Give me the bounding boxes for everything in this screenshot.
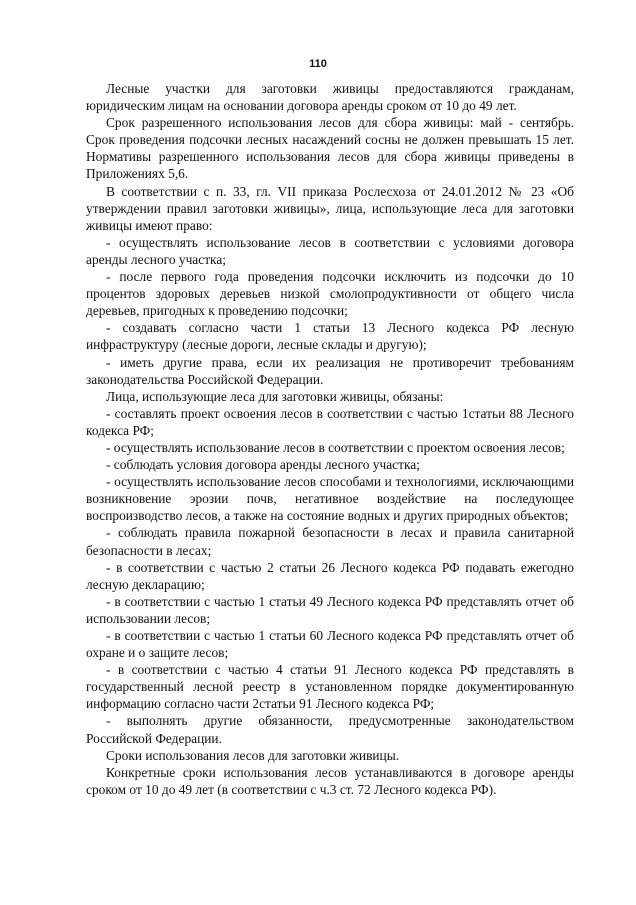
list-item-obligation: - в соответствии с частью 1 статьи 60 Лесного кодекса РФ представлять отчет об охране и о защите лесов;: [86, 628, 574, 661]
paragraph-obligations-intro: Лица, использующие леса для заготовки живицы, обязаны:: [106, 388, 444, 404]
list-item-obligation: - составлять проект освоения лесов в соответствии с частью 1статьи 88 Лесного кодекса РФ;: [86, 405, 574, 438]
list-item-right: - иметь другие права, если их реализация не противоречит требованиям законодательства Российской Федерации.: [86, 354, 574, 387]
paragraph-rights-intro: В соответствии с п. 33, гл. VII приказа Рослесхоза от 24.01.2012 № 23 «Об утверждении правил заготовки живицы», лица, использующие леса для заготовки живицы имеют право:: [86, 183, 574, 233]
list-item-obligation: - соблюдать правила пожарной безопасности в лесах и правила санитарной безопасности в лесах;: [86, 525, 574, 558]
list-item-obligation: - осуществлять использование лесов в соответствии с проектом освоения лесов;: [106, 439, 565, 455]
list-item-right: - создавать согласно части 1 статьи 13 Лесного кодекса РФ лесную инфраструктуру (лесные дороги, лесные склады и другую);: [86, 320, 574, 353]
paragraph-terms-heading: Сроки использования лесов для заготовки живицы.: [106, 747, 400, 763]
paragraph-terms-detail: Конкретные сроки использования лесов устанавливаются в договоре аренды сроком от 10 до 49 лет (в соответствии с ч.3 ст. 72 Лесного кодекса РФ).: [86, 764, 574, 797]
body-text: [86, 80, 574, 798]
paragraph-lease-basis: Лесные участки для заготовки живицы предоставляются гражданам, юридическим лицам на основании договора аренды сроком от 10 до 49 лет.: [86, 81, 574, 114]
page-number: 110: [309, 58, 327, 70]
list-item-obligation: - осуществлять использование лесов способами и технологиями, исключающими возникновение эрозии почв, негативное воздействие на последующее воспроизводство лесов, а также на состояние водных и других природных объектов;: [86, 474, 574, 524]
list-item-right: - после первого года проведения подсочки исключить из подсочки до 10 процентов здоровых деревьев низкой смолопродуктивности от общего числа деревьев, пригодных к проведению подсочки;: [86, 269, 574, 319]
list-item-obligation: - в соответствии с частью 1 статьи 49 Лесного кодекса РФ представлять отчет об использовании лесов;: [86, 593, 574, 626]
list-item-obligation: - соблюдать условия договора аренды лесного участка;: [106, 457, 420, 473]
list-item-right: - осуществлять использование лесов в соответствии с условиями договора аренды лесного участка;: [86, 234, 574, 267]
list-item-obligation: - выполнять другие обязанности, предусмотренные законодательством Российской Федерации.: [86, 713, 574, 746]
list-item-obligation: - в соответствии с частью 2 статьи 26 Лесного кодекса РФ подавать ежегодно лесную декларацию;: [86, 559, 574, 592]
paragraph-usage-period: Срок разрешенного использования лесов для сбора живицы: май - сентябрь. Срок проведения подсочки лесных насаждений сосны не должен превышать 15 лет. Нормативы разрешенного использования лесов для сбора живицы приведены в Приложениях 5,6.: [86, 115, 574, 182]
list-item-obligation: - в соответствии с частью 4 статьи 91 Лесного кодекса РФ представлять в государственный лесной реестр в установленном порядке документированную информацию согласно части 2статьи 91 Лесного кодекса РФ;: [86, 662, 574, 712]
